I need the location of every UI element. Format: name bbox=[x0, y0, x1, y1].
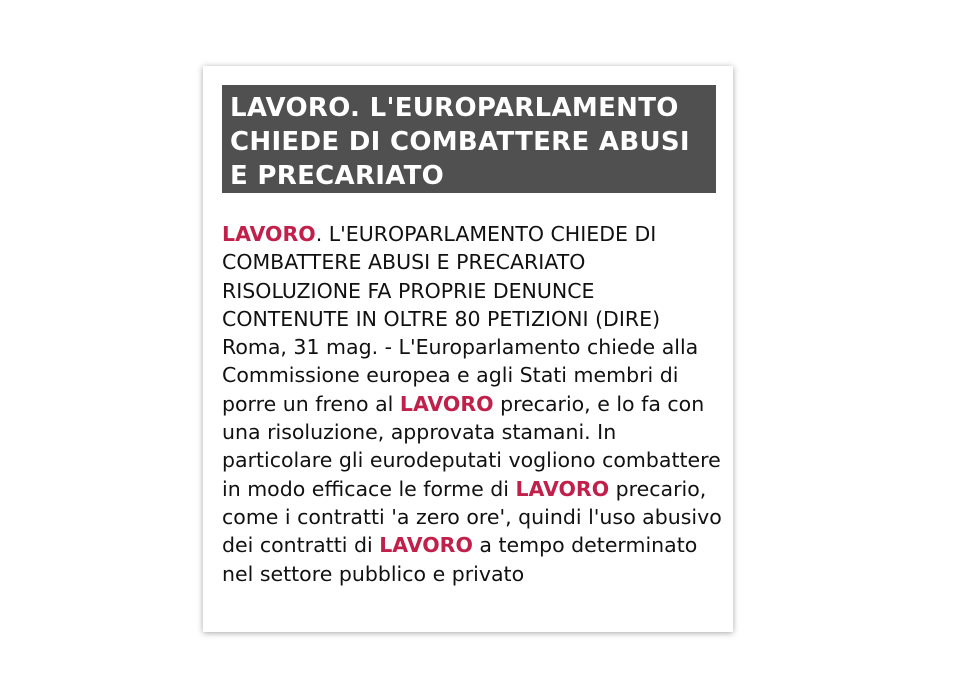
article-body bbox=[222, 220, 722, 588]
keyword-highlight: LAVORO bbox=[379, 533, 473, 558]
body-segment: precario, e lo fa con una risoluzione, approvata stamani. In particolare gli eurodeputati vogliono combattere in modo efficace le forme di bbox=[222, 391, 721, 501]
body-segment: a tempo determinato nel settore pubblico e privato bbox=[222, 533, 698, 586]
body-segment: precario, come i contratti 'a zero ore', quindi l'uso abusivo dei contratti di bbox=[222, 476, 722, 558]
news-card bbox=[203, 66, 733, 632]
headline: LAVORO. L'EUROPARLAMENTO CHIEDE DI COMBATTERE ABUSI E PRECARIATO bbox=[222, 85, 716, 193]
keyword-highlight: LAVORO bbox=[515, 476, 610, 501]
body-segment: . L'EUROPARLAMENTO CHIEDE DI COMBATTERE ABUSI E PRECARIATO RISOLUZIONE FA PROPRIE DENUNCE CONTENUTE IN OLTRE 80 PETIZIONI (DIRE) Roma, 31 mag. - L'Europarlamento chiede alla Commissione europea e agli Stati membri di porre un freno al bbox=[222, 222, 699, 416]
keyword-highlight: LAVORO bbox=[399, 391, 494, 416]
keyword-highlight: LAVORO bbox=[222, 222, 316, 246]
